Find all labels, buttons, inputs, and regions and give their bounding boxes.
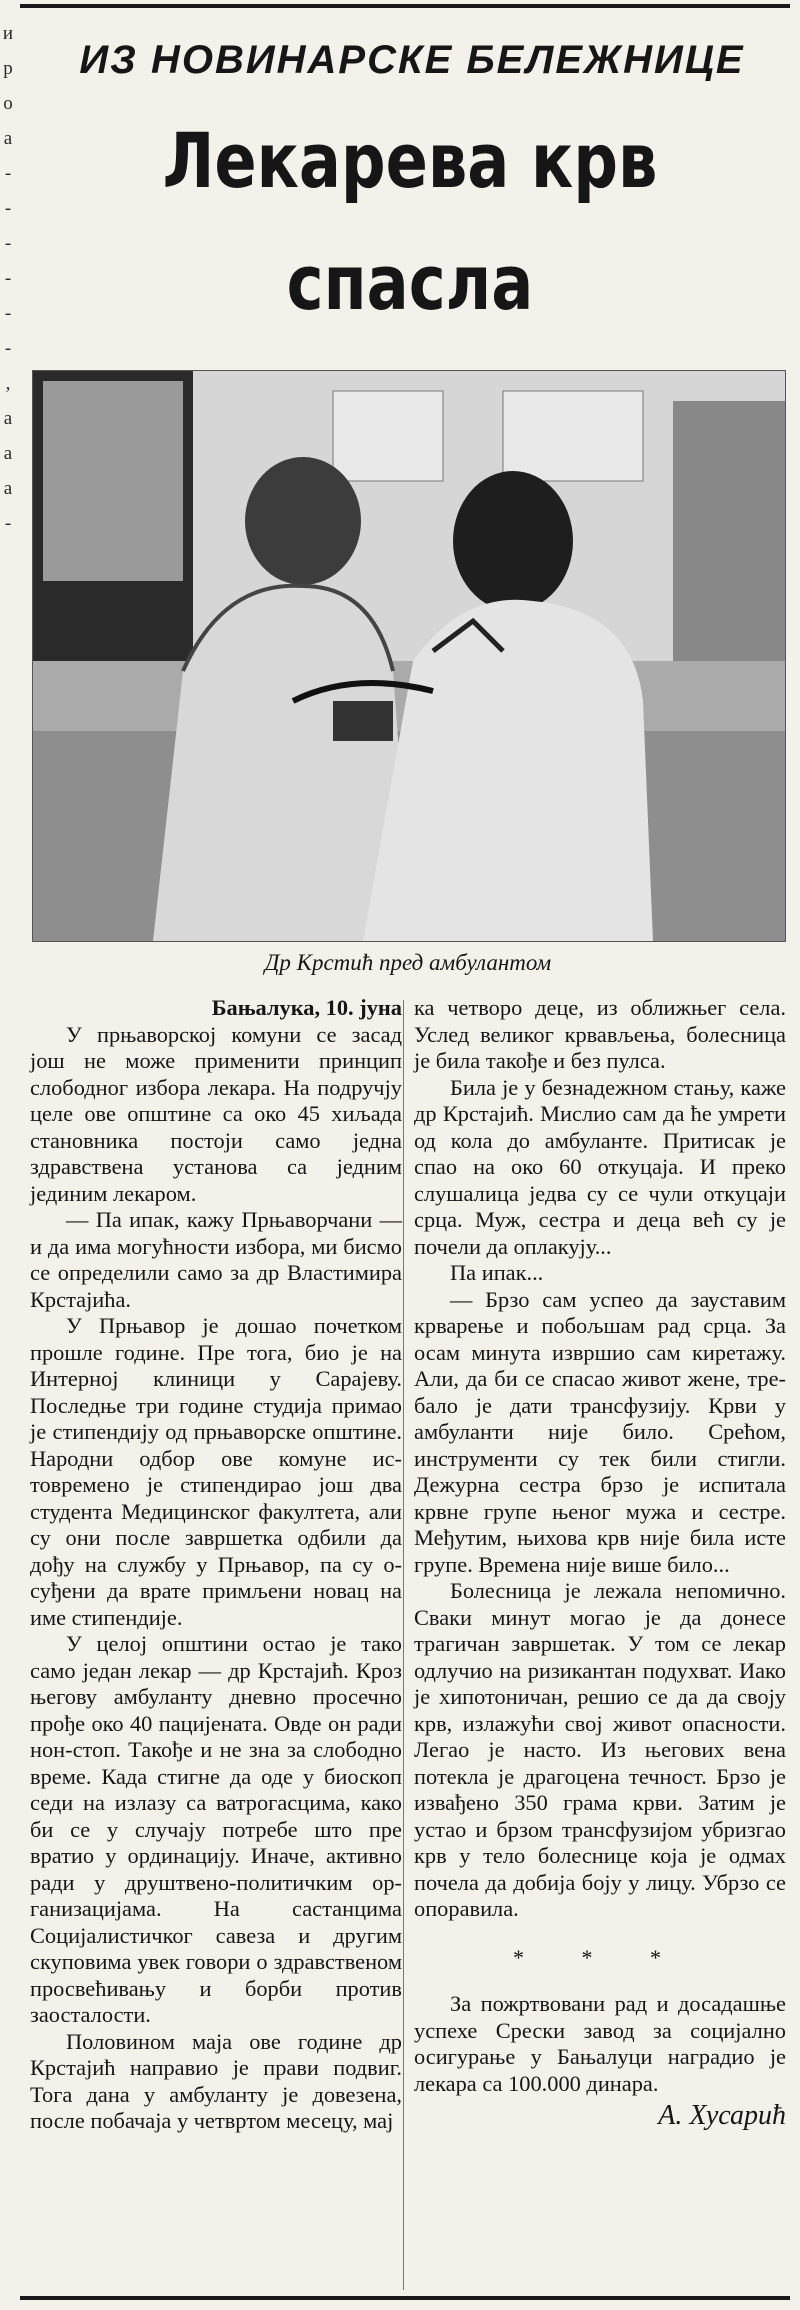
adjacent-column-fragment — [0, 20, 16, 534]
edge-glyph: р — [3, 58, 13, 79]
paragraph: У прњаворској комуни се засад још не може применити принцип слободног избора лекара. На подручју целе ове општине са око 45 хиљада становника постоји само једна здравствена установа са једним јединим лекаром. — [30, 1021, 402, 1206]
edge-glyph: а — [3, 443, 13, 464]
edge-glyph: - — [4, 163, 12, 184]
paragraph: Болесница је лежала непомично. Сваки минут могао је да донесе трагичан завршетак. У том се лекар одлучио на ризикантан подухват. Иако је хипотоничан, решио се да да своју крв, излажући свој живот опасности. Легао је насто. Из његових вена потекла је драгоцена течност. Брзо је извађено 350 грама крви. Затим је устао и брзом трансфузијом убризгао крв у тело болеснице која је одмах почела да добија боју у лицу. Убрзо се опоравила. — [414, 1578, 786, 1921]
edge-glyph: а — [3, 408, 13, 429]
paragraph: Половином маја ове године др Крстајић направио је прави подвиг. Тога дана у амбуланту је довезена, после побачаја у четвртом месецу, мај — [30, 2028, 402, 2133]
paragraph: У Прњавор је дошао почетком прошле године. Пре тога, био је на Интерној клиници у Сарајеву. Последње три године студија примао је стипендију од прњаворске општине. Народни одбор ове комуне истовремено је стипендирао још два студента Медицинског факултета, али су они после завршетка одбили да дођу на службу у Прњавор, па су осуђени да врате примљени новац на име стипендије. — [30, 1313, 402, 1630]
edge-glyph: - — [4, 198, 12, 219]
paragraph: — Па ипак, кажу Прњаворчани — и да има могућности избора, ми бисмо се определили само за др Властимира Крстајића. — [30, 1207, 402, 1312]
paragraph: Па ипак... — [450, 1260, 544, 1285]
paragraph: Била је у безнадежном стању, каже др Крстајић. Мислио сам да ће умрети од кола до амбуланте. Притисак је спао на око 60 откуцаја. И преко слушалица једва су се чули откуцаји срца. Муж, сестра и деца већ су је почели да оплакују... — [414, 1074, 786, 1259]
byline: А. Хусарић — [658, 2100, 786, 2131]
photo-illustration — [33, 371, 785, 941]
article-column-right — [414, 995, 786, 2130]
edge-glyph: - — [4, 268, 12, 289]
paragraph: — Брзо сам успео да зауставим крварење и побољшам рад срца. За осам минута извршио сам киретажу. Али, да би се спасао живот жене, требало је дати трансфузију. Крви у амбуланти није било. Срећом, инструменти су тек били стигли. Дежурна сестра брзо је испитала крвне групе њеног мужа и сестре. Међутим, њихова крв није била исте групе. Времена није више било... — [414, 1286, 786, 1577]
edge-glyph: - — [4, 233, 12, 254]
column-divider — [403, 1000, 404, 2290]
edge-glyph: а — [3, 478, 13, 499]
article-photo — [32, 370, 786, 942]
edge-glyph: и — [2, 23, 14, 44]
edge-glyph: - — [4, 338, 12, 359]
edge-glyph: о — [3, 93, 13, 114]
paragraph: У целој општини остао је тако само један лекар — др Крстајић. Кроз његову амбуланту дневно просечно прође око 40 пацијената. Овде он ради нон-стоп. Такође и не зна за слободно време. Када стигне да оде у биоскоп седи на излазу са ватрогасцима, како би се у случају потребе што пре вратио у ординацију. Иначе, активно ради у друштвено-политичким организацијама. На састанцима Социјалистичког савеза и другим скуповима увек говори о здравственом просвећивању и борби против заосталости. — [30, 1631, 402, 2027]
section-kicker: ИЗ НОВИНАРСКЕ БЕЛЕЖНИЦЕ — [79, 38, 745, 82]
headline-line-1: Лекарева крв спасла — [162, 116, 658, 327]
photo-caption: Др Крстић пред амбулантом — [264, 950, 552, 975]
top-rule — [20, 4, 790, 8]
closing-paragraph: За пожртвовани рад и досадашње успехе Срески завод за социјално осигурање у Бањалуци наградио је лекара са 100.000 динара. — [414, 1991, 786, 2096]
paragraph: ка четворо деце, из оближњег села. Услед великог крвављења, болесница је била такође и без пулса. — [414, 995, 786, 1073]
article-column-left — [30, 995, 402, 2135]
edge-glyph: , — [5, 373, 11, 394]
edge-glyph: - — [4, 513, 12, 534]
dateline: Бањалука, 10. јуна — [211, 995, 402, 1020]
edge-glyph: - — [4, 303, 12, 324]
edge-glyph: а — [3, 128, 13, 149]
bottom-rule — [20, 2296, 790, 2300]
section-separator: * * * — [513, 1944, 687, 1970]
